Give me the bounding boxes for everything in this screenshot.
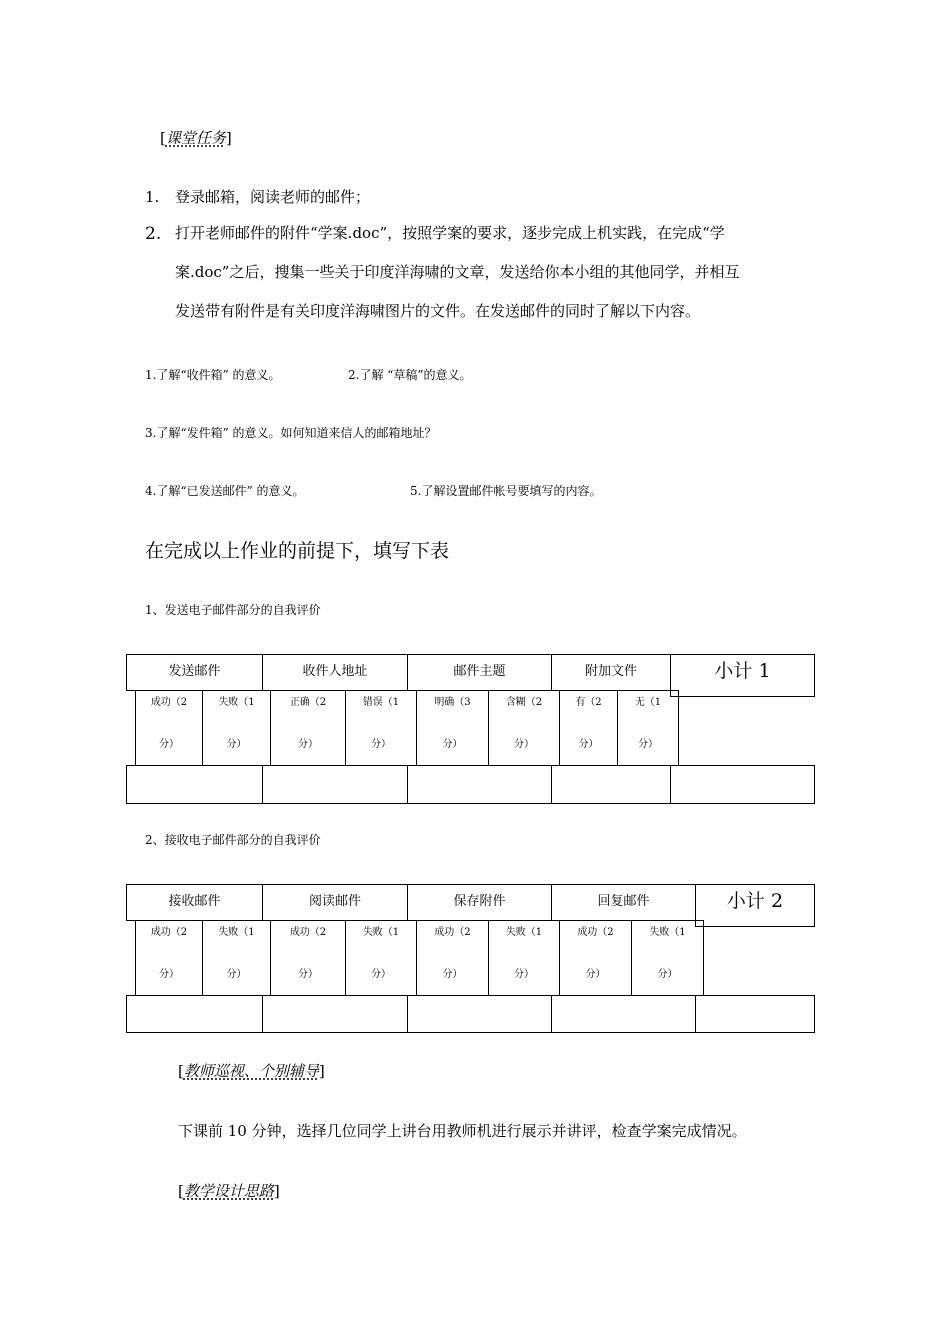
table1-sub-5-top: 明确（3 [434,697,471,708]
table1-sub-7-top: 有（2 [575,697,602,708]
table2-sub-1-top: 成功（2 [150,927,188,938]
table2-sub-8-bottom: 分） [657,969,678,980]
section-heading-design-idea: [教学设计思路] [178,1182,280,1200]
table2-sub-6-bottom: 分） [514,969,534,980]
table2-sub-2-bottom: 分） [226,969,247,980]
table1-header-recipient: 收件人地址 [302,664,368,679]
section-heading-classroom-task: [课堂任务] [160,129,232,147]
table2-header-reply: 回复邮件 [597,894,650,909]
table1-caption: 1、发送电子邮件部分的自我评价 [145,603,321,617]
closing-paragraph: 下课前 10 分钟，选择几位同学上讲台用教师机进行展示并讲评，检查学案完成情况。 [178,1122,747,1140]
table1-sub-7-bottom: 分） [578,739,599,750]
table1-sub-2-top: 失败（1 [218,697,255,708]
table2-sub-6-top: 失败（1 [505,927,543,938]
table1-sub-1-top: 成功（2 [150,697,188,708]
task-item-2-text: 打开老师邮件的附件“学案.doc”，按照学案的要求，逐步完成上机实践，在完成“学 案.doc”之后，搜集一些关于印度洋海啸的文章，发送给你本小组的其他同学，并相互 发送带有附件是有关印度洋海啸图片的文件。在发送邮件的同时了解以下内容。 [175,224,740,320]
table1-sub-4-bottom: 分） [371,739,391,750]
table1-header-attachment: 附加文件 [584,664,637,679]
table2-sub-5-top: 成功（2 [434,927,471,938]
table2-caption: 2、接收电子邮件部分的自我评价 [145,833,321,847]
note-4: 4.了解“已发送邮件” 的意义。 [145,484,305,498]
table2-sub-8-top: 失败（1 [649,927,686,938]
table2-sub-4-bottom: 分） [371,969,391,980]
table1-header-send: 发送邮件 [168,664,221,679]
table1-sub-3-bottom: 分） [298,739,318,750]
table2-header-save-attachment: 保存附件 [453,894,506,909]
table1-sub-6-bottom: 分） [514,739,534,750]
table2-sub-3-top: 成功（2 [289,927,327,938]
task-item-1: 1. 登录邮箱，阅读老师的邮件； [145,188,371,206]
table2-sub-2-top: 失败（1 [218,927,255,938]
table1-sub-8-bottom: 分） [638,739,658,750]
table1-sub-6-top: 含糊（2 [505,697,543,708]
table2-sub-5-bottom: 分） [442,969,463,980]
table2-sub-7-bottom: 分） [585,969,606,980]
table2-sub-3-bottom: 分） [298,969,318,980]
note-3: 3.了解“发件箱” 的意义。如何知道来信人的邮箱地址？ [145,426,437,440]
note-1: 1.了解“收件箱” 的意义。 [145,368,281,382]
table1-sub-1-bottom: 分） [159,739,179,750]
table2-sub-1-bottom: 分） [159,969,179,980]
table1-sub-3-top: 正确（2 [289,697,327,708]
table2-header-read: 阅读邮件 [308,894,361,909]
table1-header-subject: 邮件主题 [453,664,506,679]
table1-sub-4-top: 错误（1 [362,697,400,708]
table1-sub-2-bottom: 分） [226,739,247,750]
table2-sub-7-top: 成功（2 [577,927,614,938]
table2-subtotal: 小计 2 [726,890,784,912]
table1-subtotal: 小计 1 [714,660,771,682]
section-heading-teacher-patrol: [教师巡视、个别辅导] [178,1062,325,1080]
note-2: 2.了解 “草稿”的意义。 [348,368,472,382]
fill-table-heading: 在完成以上作业的前提下，填写下表 [145,540,450,562]
table1-sub-5-bottom: 分） [442,739,463,750]
table1-sub-8-top: 无（1 [634,697,662,708]
note-5: 5.了解设置邮件帐号要填写的内容。 [410,484,602,498]
table2-header-receive: 接收邮件 [168,894,221,909]
task-item-2-number: 2. [145,224,162,244]
table2-sub-4-top: 失败（1 [362,927,400,938]
